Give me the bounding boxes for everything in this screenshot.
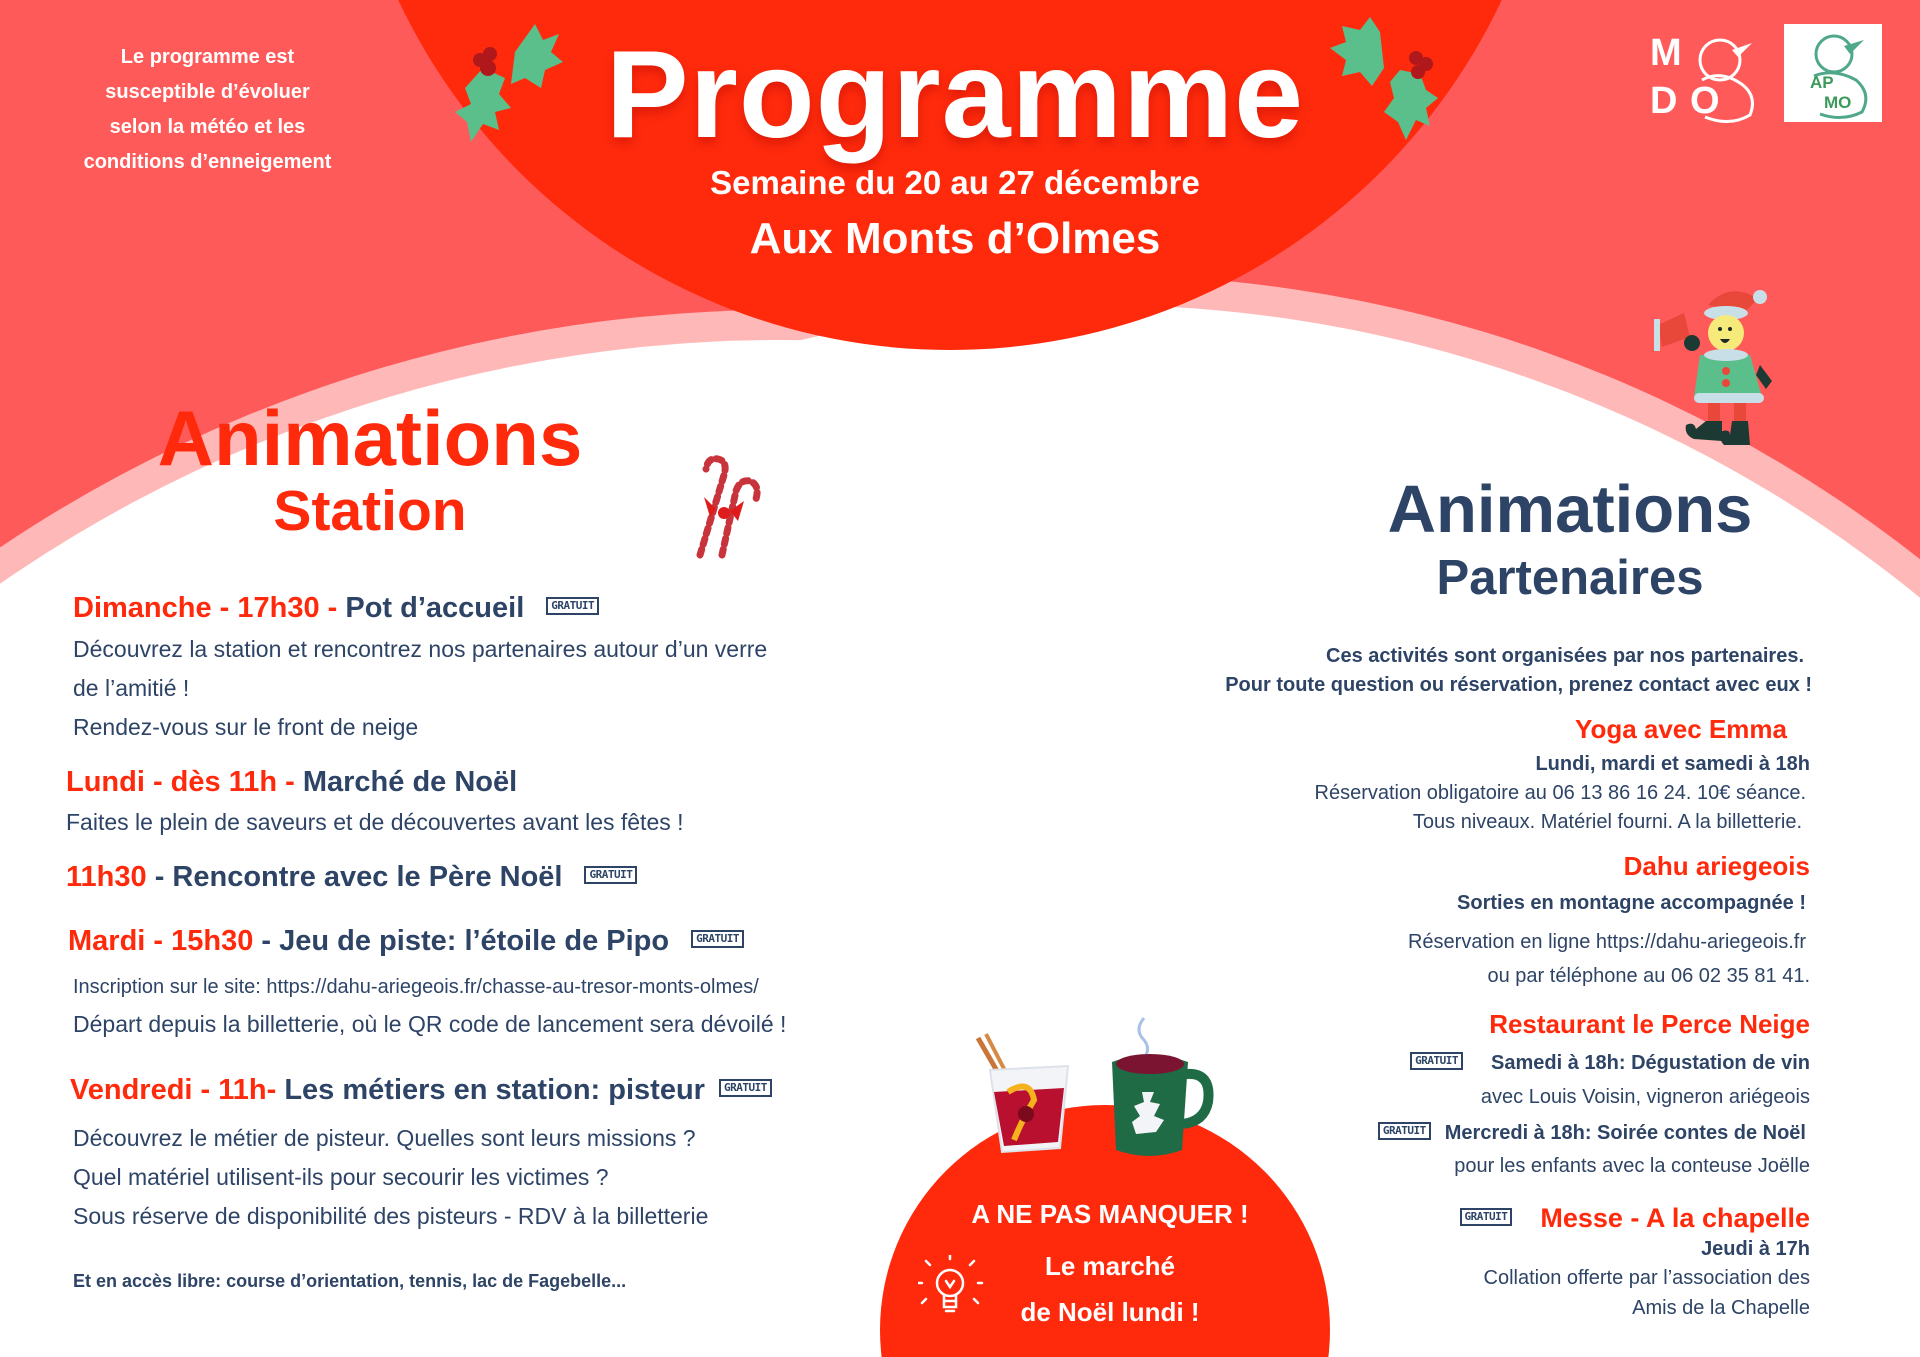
event-detail-line: Faites le plein de saveurs et de découvertes avant les fêtes !: [66, 809, 684, 835]
notice-line: susceptible d’évoluer: [105, 81, 310, 103]
candy-cane-icon: [680, 455, 775, 560]
notice-line: Le programme est: [120, 46, 295, 68]
restaurant-item-2: [1378, 1118, 1806, 1148]
highlight-line: de Noël lundi !: [1020, 1297, 1200, 1327]
restaurant-item-1: [1410, 1048, 1810, 1078]
event-detail-line: Quel matériel utilisent-ils pour secourir les victimes ?: [73, 1164, 609, 1190]
hot-chocolate-mug-icon: [1100, 1012, 1215, 1162]
event-dimanche-heading: [73, 590, 599, 626]
partners-heading: Animations: [1387, 472, 1753, 547]
intro-line: Pour toute question ou réservation, prenez contact avec eux !: [1225, 674, 1812, 696]
mulled-wine-glass-icon: [968, 1030, 1088, 1160]
free-access-note: Et en accès libre: course d’orientation, tennis, lac de Fagebelle...: [73, 1271, 627, 1291]
dahu-title: Dahu ariegeois: [1623, 851, 1810, 881]
yoga-title: Yoga avec Emma: [1575, 714, 1787, 744]
page-subtitle-place: Aux Monts d’Olmes: [749, 214, 1161, 263]
modo-letter-d: D: [1650, 80, 1678, 122]
event-time: 11h30: [66, 861, 147, 893]
event-time: Lundi - dès 11h -: [66, 766, 303, 798]
modo-letter-m: M: [1650, 32, 1682, 74]
apmo-text-mo: MO: [1824, 93, 1852, 112]
gratuit-badge: GRATUIT: [546, 597, 599, 615]
notice-line: selon la météo et les: [109, 116, 306, 138]
event-detail-line: Départ depuis la billetterie, où le QR code de lancement sera dévoilé !: [73, 1011, 787, 1037]
yoga-info: [1315, 779, 1806, 837]
apmo-text-ap: AP: [1810, 73, 1834, 92]
messe-info-line: Amis de la Chapelle: [1632, 1297, 1810, 1319]
event-title: - Rencontre avec le Père Noël: [146, 861, 563, 893]
station-heading: Animations: [157, 394, 583, 482]
highlight-headline: A NE PAS MANQUER !: [971, 1199, 1249, 1229]
yoga-info-line: Tous niveaux. Matériel fourni. A la billetterie.: [1412, 811, 1802, 833]
event-detail-line: Rendez-vous sur le front de neige: [73, 714, 419, 740]
gratuit-badge: GRATUIT: [719, 1079, 772, 1097]
restaurant-item-2-detail: pour les enfants avec la conteuse Joëlle: [1454, 1155, 1810, 1177]
gratuit-badge: GRATUIT: [1378, 1122, 1431, 1140]
lightbulb-icon: [918, 1255, 984, 1327]
messe-info-line: Collation offerte par l’association des: [1483, 1267, 1810, 1289]
restaurant-item-label: Samedi à 18h: Dégustation de vin: [1491, 1052, 1810, 1074]
elf-megaphone-icon: [1650, 285, 1790, 465]
event-mardi-heading: [68, 923, 744, 959]
event-pere-noel-heading: [66, 859, 637, 895]
messe-title: Messe - A la chapelle: [1540, 1203, 1810, 1233]
messe-heading: [1460, 1201, 1810, 1235]
dahu-info: [1407, 925, 1810, 993]
restaurant-title: Restaurant le Perce Neige: [1489, 1009, 1810, 1039]
event-vendredi-heading: [70, 1072, 772, 1108]
event-detail-line: de l’amitié !: [73, 675, 190, 701]
event-time: Vendredi - 11h-: [70, 1074, 285, 1106]
gratuit-badge: GRATUIT: [691, 930, 744, 948]
modo-letter-o: O: [1690, 80, 1720, 122]
snowman-logo-icon: [1650, 25, 1765, 125]
event-title: Les métiers en station: pisteur: [284, 1074, 705, 1106]
messe-info: [1484, 1263, 1810, 1323]
event-lundi-details: [66, 803, 684, 842]
page-subtitle-dates: Semaine du 20 au 27 décembre: [710, 164, 1200, 201]
dahu-subtitle: Sorties en montagne accompagnée !: [1457, 892, 1806, 914]
restaurant-item-label: Mercredi à 18h: Soirée contes de Noël: [1444, 1122, 1806, 1144]
intro-line: Ces activités sont organisées par nos partenaires.: [1326, 645, 1804, 667]
event-mardi-details: [73, 1005, 786, 1044]
event-time: Dimanche - 17h30 -: [73, 592, 346, 624]
snowman-green-logo-icon: [1784, 24, 1882, 122]
event-lundi-heading: [66, 764, 517, 800]
apmo-logo: [1784, 24, 1882, 122]
station-subheading: Station: [273, 479, 467, 543]
messe-schedule: Jeudi à 17h: [1701, 1238, 1810, 1260]
gratuit-badge: GRATUIT: [1410, 1052, 1463, 1070]
dahu-info-line: Réservation en ligne https://dahu-ariegeois.fr: [1407, 931, 1806, 953]
partners-subheading: Partenaires: [1436, 551, 1704, 605]
event-dimanche-details: [73, 630, 767, 747]
weather-notice: [40, 40, 375, 180]
partners-intro: [1225, 642, 1812, 700]
gratuit-badge: GRATUIT: [584, 866, 637, 884]
highlight-line: Le marché: [1044, 1251, 1176, 1281]
event-vendredi-details: [73, 1119, 708, 1236]
yoga-schedule: Lundi, mardi et samedi à 18h: [1535, 753, 1810, 775]
yoga-info-line: Réservation obligatoire au 06 13 86 16 24. 10€ séance.: [1314, 782, 1806, 804]
notice-line: conditions d’enneigement: [83, 151, 332, 173]
event-title: - Jeu de piste: l’étoile de Pipo: [253, 925, 670, 957]
gratuit-badge: GRATUIT: [1460, 1208, 1513, 1226]
dahu-info-line: ou par téléphone au 06 02 35 81 41.: [1487, 965, 1810, 987]
event-detail-line: Sous réserve de disponibilité des pisteurs - RDV à la billetterie: [73, 1203, 709, 1229]
restaurant-item-1-detail: avec Louis Voisin, vigneron ariégeois: [1480, 1086, 1810, 1108]
event-time: Mardi - 15h30: [68, 925, 254, 957]
event-detail-line: Découvrez le métier de pisteur. Quelles sont leurs missions ?: [73, 1125, 696, 1151]
page-title: Programme: [605, 26, 1305, 164]
event-mardi-registration: Inscription sur le site: https://dahu-ariegeois.fr/chasse-au-tresor-monts-olmes/: [73, 976, 759, 998]
event-title: Pot d’accueil: [345, 592, 525, 624]
modo-logo: [1650, 25, 1765, 125]
event-detail-line: Découvrez la station et rencontrez nos partenaires autour d’un verre: [73, 636, 768, 662]
event-title: Marché de Noël: [302, 766, 518, 798]
